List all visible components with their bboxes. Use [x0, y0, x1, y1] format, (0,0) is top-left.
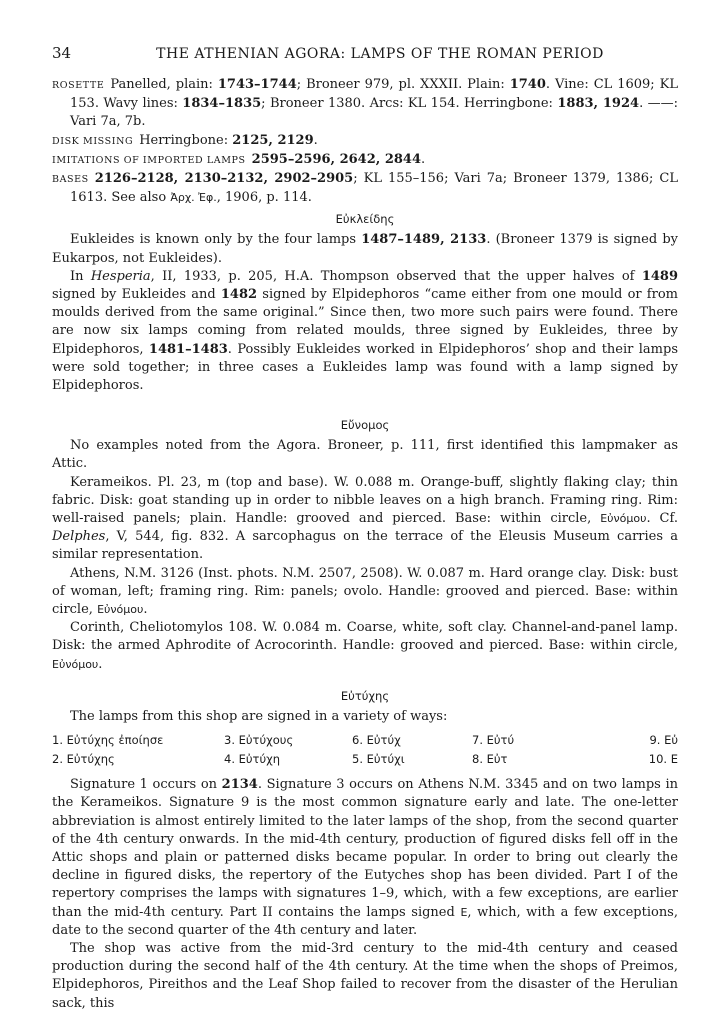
text-run: Signature 1 occurs on — [70, 777, 222, 793]
text-run: In — [70, 268, 91, 284]
greek-inscription: Εὐνόμου — [52, 657, 99, 671]
entry-text — [70, 171, 678, 205]
text-run: ; Broneer 979, pl. XXXII. Plain: — [296, 77, 510, 92]
text-run: . Vine: CL 1609; KL 153. Wavy lines: — [70, 77, 678, 112]
text-run: . (Broneer 1379 is signed by Eukarpos, not Eukleides). — [52, 232, 678, 266]
text-run: ; KL 155–156; Vari 7a; Broneer 1379, 1386; CL 1613. See also — [70, 171, 678, 206]
text-run: . Cf. — [646, 511, 678, 527]
text-run: . Possibly Eukleides worked in Elpidephoros’ shop and their lamps were sold together; in three cases a Eukleides lamp was found with a lamp signed by Elpidephoros. — [52, 341, 679, 394]
text-run: signed by Elpidephoros “came either from one mould or from moulds derived from the same original.” Since then, two more such pairs were found. There are now six lamps coming from related moulds, three signed by Eukleides, three by Elpidephoros, — [52, 287, 678, 357]
spacer — [52, 395, 678, 413]
catalog-number: 1489 — [641, 268, 678, 284]
signature-item: 7. Εὐτύ — [472, 733, 515, 748]
catalog-number: 1487–1489, 2133 — [361, 232, 487, 248]
page — [52, 44, 678, 1013]
signature-item: 1. Εὐτύχης ἐποίησε — [52, 733, 164, 748]
paragraph — [52, 776, 678, 940]
signature-item: 6. Εὐτύχ — [352, 733, 401, 748]
paragraph — [52, 437, 678, 473]
entry-label: BASES — [52, 174, 89, 186]
text-run: Herringbone: — [139, 132, 233, 148]
paragraph-intro: The lamps from this shop are signed in a variety of ways: — [70, 708, 448, 724]
spacer — [52, 674, 678, 684]
text-run: ; Broneer 1380. Arcs: KL 154. Herringbone: — [261, 96, 558, 112]
section-heading-eukleides: Εὐκλείδης — [335, 212, 395, 227]
text-run: . — [98, 656, 103, 672]
catalog-entry-rosette — [52, 76, 678, 132]
text-run: , 1906, p. 114. — [216, 190, 312, 206]
signature-list — [52, 732, 678, 768]
catalog-number: 2125, 2129 — [232, 132, 314, 148]
text-run: Kerameikos. Pl. 23, m (top and base). W. 0.088 m. Orange-buff, slightly flaking clay; thin fabric. Disk: goat standing up in order to nibble leaves on a high branch. Framing ring. Rim: well-raised panels; plain. Handle: grooved and pierced. Base: within circle, — [52, 474, 678, 527]
catalog-number: 2126–2128, 2130–2132, 2902–2905 — [94, 171, 354, 187]
signature-item: 4. Εὐτύχη — [224, 752, 281, 767]
page-number: 34 — [52, 44, 72, 62]
catalog-number: 1883, 1924 — [557, 96, 640, 112]
text-run: . — [143, 602, 148, 618]
catalog-number: 1482 — [220, 287, 258, 303]
text-run: . Signature 3 occurs on Athens N.M. 3345 and on two lamps in the Kerameikos. Signature 9 is the most common signature early and late. The one-letter abbreviation is almost entirely limited to the later lamps of the shop, from the second quarter of the 4th century onwards. In the mid-4th century, production of figured disks fell off in the Attic shops and plain or patterned disks became popular. In order to bring out clearly the decline in figured disks, the repertory of the Eutyches shop has been divided. Part I of the repertory comprises the lamps with signatures 1–9, which, with a few exceptions, are earlier than the mid-4th century. Part II contains the lamps signed — [52, 777, 678, 920]
greek-inscription: Εὐνόμου — [97, 603, 144, 617]
signature-item: 3. Εὐτύχους — [224, 733, 294, 748]
text-run: signed by Eukleides and — [52, 287, 221, 303]
catalog-number: 1743–1744 — [217, 77, 297, 92]
running-title: THE ATHENIAN AGORA: LAMPS OF THE ROMAN PERIOD — [156, 46, 604, 62]
catalog-entry-bases — [52, 170, 678, 207]
signature-item: 2. Εὐτύχης — [52, 752, 115, 767]
catalog-entry-disk-missing — [52, 132, 678, 151]
italic-title: Delphes — [52, 529, 106, 545]
catalog-number: 1740 — [509, 77, 546, 92]
entry-text — [70, 77, 678, 129]
text-run: Eukleides is known only by the four lamps — [70, 232, 362, 248]
running-header — [52, 44, 678, 66]
paragraph — [52, 231, 678, 267]
entry-label: DISK MISSING — [52, 135, 134, 147]
paragraph — [52, 619, 678, 674]
text-run: Athens, N.M. 3126 (Inst. phots. N.M. 2507, 2508). W. 0.087 m. Hard orange clay. Disk: bust of woman, left; framing ring. Rim: panels; ovolo. Handle: grooved and pierced. Base: within circle, — [52, 565, 678, 618]
catalog-number: 2134 — [221, 777, 258, 793]
catalog-number: 1481–1483 — [148, 341, 228, 357]
greek-inscription: Εὐνόμου — [600, 512, 647, 526]
entry-text — [252, 152, 425, 167]
text-run: . ——: Vari 7a, 7b. — [70, 96, 678, 130]
section-heading-eutyches: Εὐτύχης — [340, 688, 390, 703]
catalog-number: 2595–2596, 2642, 2844 — [251, 151, 422, 167]
signature-item: 9. Εὐ — [649, 733, 678, 748]
paragraph — [52, 474, 678, 565]
text-run: The shop was active from the mid-3rd century to the mid-4th century and ceased production during the second half of the 4th century. At the time when the shops of Preimos, Elpidephoros, Pireithos and the Leaf Shop failed to recover from the disaster of the Herulian sack, this — [52, 940, 678, 1011]
text-run: , V, 544, fig. 832. A sarcophagus on the terrace of the Eleusis Museum carries a similar representation. — [52, 529, 678, 563]
signature-item: 5. Εὐτύχι — [352, 752, 405, 767]
italic-title: Hesperia — [90, 268, 151, 284]
text-run: , which, with a few exceptions, date to the second quarter of the 4th century and later. — [52, 904, 678, 938]
catalog-entry-imitations — [52, 151, 678, 170]
signature-item: 8. Εὐτ — [472, 752, 508, 767]
text-run: . — [313, 132, 318, 148]
text-run: Panelled, plain: — [110, 77, 218, 92]
text-run: No examples noted from the Agora. Broneer, p. 111, first identified this lampmaker as Attic. — [52, 438, 678, 472]
entry-label: ROSETTE — [52, 80, 105, 91]
catalog-number: 1834–1835 — [182, 96, 262, 112]
entry-text — [139, 133, 318, 148]
text-run: . — [421, 151, 426, 167]
greek-inscription: Ἀρχ. Ἐφ. — [170, 191, 217, 205]
paragraph — [52, 940, 678, 1013]
text-run: Corinth, Cheliotomylos 108. W. 0.084 m. Coarse, white, soft clay. Channel-and-panel lamp. Disk: the armed Aphrodite of Acrocorinth. Handle: grooved and pierced. Base: within circle, — [52, 620, 678, 654]
paragraph — [52, 268, 678, 395]
signature-item: 10. Ε — [648, 752, 678, 767]
paragraph — [52, 565, 678, 620]
section-heading-eunomos: Εὔνομος — [340, 418, 390, 433]
greek-inscription: Ε — [460, 905, 468, 919]
entry-label: IMITATIONS OF IMPORTED LAMPS — [52, 154, 246, 166]
text-run: , II, 1933, p. 205, H.A. Thompson observed that the upper halves of — [150, 268, 642, 284]
